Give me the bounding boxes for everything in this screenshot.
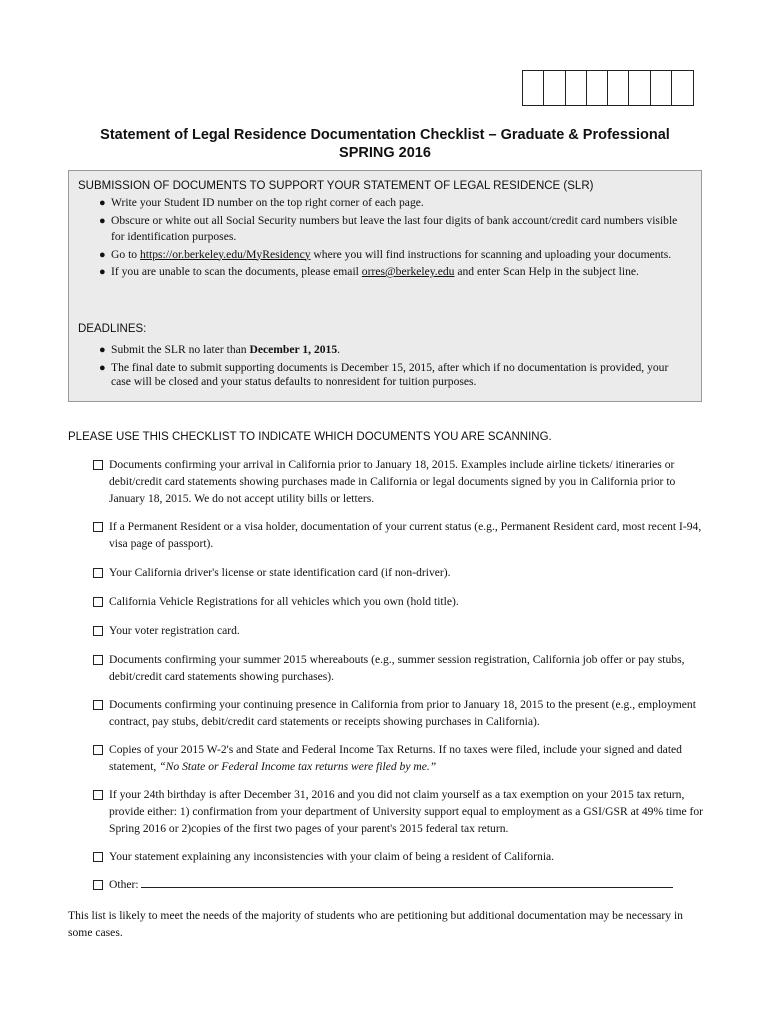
checklist-item: Your statement explaining any inconsistencies with your claim of being a resident of California. bbox=[92, 848, 712, 865]
submission-heading: SUBMISSION OF DOCUMENTS TO SUPPORT YOUR STATEMENT OF LEGAL RESIDENCE (SLR) bbox=[78, 180, 594, 192]
student-id-box[interactable] bbox=[629, 71, 650, 105]
other-input-line[interactable] bbox=[141, 877, 673, 888]
student-id-box[interactable] bbox=[672, 71, 693, 105]
checklist-item: Documents confirming your arrival in California prior to January 18, 2015. Examples include airline tickets/ itineraries or debit/credit card statements showing purchases made in California or legal documents signed by you in California prior to January 18, 2015. We do not accept utility bills or letters. bbox=[92, 456, 712, 507]
bullet-dot-icon: ● bbox=[99, 197, 106, 209]
submission-bullets bbox=[69, 195, 689, 282]
bullet-dot-icon: ● bbox=[99, 214, 106, 227]
checkbox[interactable] bbox=[93, 852, 103, 862]
page-title bbox=[0, 126, 770, 162]
checklist-item: If your 24th birthday is after December 31, 2016 and you did not claim yourself as a tax exemption on your 2015 tax return, provide either: 1) confirmation from your department of University support equal to employment as a GSI/GSR at 49% time for Spring 2016 or 2)copies of the first two pages of your parent's 2015 federal tax return. bbox=[92, 786, 712, 837]
checklist-item: Copies of your 2015 W-2's and State and Federal Income Tax Returns. If no taxes were filed, include your signed and dated statement, “No State or Federal Income tax returns were filed by me.” bbox=[92, 741, 712, 775]
footer-note: This list is likely to meet the needs of the majority of students who are petitioning but additional documentation may be necessary in some cases. bbox=[68, 909, 683, 939]
bullet-dot-icon: ● bbox=[99, 266, 106, 278]
document-checklist bbox=[92, 456, 712, 893]
student-id-box[interactable] bbox=[544, 71, 565, 105]
student-id-box[interactable] bbox=[587, 71, 608, 105]
submission-info-box bbox=[68, 170, 702, 402]
checklist-item: Your voter registration card. bbox=[92, 622, 712, 639]
checkbox[interactable] bbox=[93, 700, 103, 710]
title-line-2: SPRING 2016 bbox=[339, 145, 431, 161]
checklist-item: If a Permanent Resident or a visa holder, documentation of your current status (e.g., Permanent Resident card, most recent I-94, visa page of passport). bbox=[92, 518, 712, 552]
checkbox[interactable] bbox=[93, 626, 103, 636]
checklist-heading: PLEASE USE THIS CHECKLIST TO INDICATE WHICH DOCUMENTS YOU ARE SCANNING. bbox=[68, 431, 552, 443]
checklist-item: California Vehicle Registrations for all vehicles which you own (hold title). bbox=[92, 593, 712, 610]
student-id-box[interactable] bbox=[651, 71, 672, 105]
checkbox[interactable] bbox=[93, 568, 103, 578]
student-id-box[interactable] bbox=[608, 71, 629, 105]
deadline-bullet: ● The final date to submit supporting documents is December 15, 2015, after which if no documentation is provided, your case will be closed and your status defaults to nonresident for tuition purposes. bbox=[99, 360, 669, 388]
title-line-1: Statement of Legal Residence Documentation Checklist – Graduate & Professional bbox=[100, 127, 670, 143]
deadline-bullets bbox=[69, 342, 689, 391]
bullet-dot-icon: ● bbox=[99, 361, 106, 374]
checklist-item: Documents confirming your continuing presence in California from prior to January 18, 2015 to the present (e.g., employment contract, pay stubs, debit/credit card statements or receipts showing purchases in California). bbox=[92, 696, 712, 730]
deadline-bullet: ● Submit the SLR no later than December 1, 2015. bbox=[69, 342, 689, 359]
submission-bullet: ● Write your Student ID number on the top right corner of each page. bbox=[69, 195, 689, 212]
checkbox[interactable] bbox=[93, 655, 103, 665]
submission-bullet: ● Obscure or white out all Social Security numbers but leave the last four digits of bank account/credit card numbers visible for identification purposes. bbox=[99, 213, 678, 243]
checklist-item: Your California driver's license or state identification card (if non-driver). bbox=[92, 564, 712, 581]
student-id-box[interactable] bbox=[523, 71, 544, 105]
deadlines-heading: DEADLINES: bbox=[78, 323, 147, 335]
student-id-boxes bbox=[522, 70, 694, 106]
checkbox[interactable] bbox=[93, 745, 103, 755]
submission-bullet: ● If you are unable to scan the documents, please email orres@berkeley.edu and enter Scan Help in the subject line. bbox=[69, 264, 689, 281]
bullet-dot-icon: ● bbox=[99, 248, 106, 261]
checkbox[interactable] bbox=[93, 522, 103, 532]
myresidency-link[interactable]: https://or.berkeley.edu/MyResidency bbox=[139, 247, 311, 261]
checkbox[interactable] bbox=[93, 460, 103, 470]
checklist-item-other: Other: bbox=[92, 876, 712, 893]
email-link[interactable]: orres@berkeley.edu bbox=[361, 265, 455, 278]
checkbox[interactable] bbox=[93, 880, 103, 890]
checklist-item: Documents confirming your summer 2015 whereabouts (e.g., summer session registration, California job offer or pay stubs, debit/credit card statements showing purchases). bbox=[92, 651, 712, 685]
checkbox[interactable] bbox=[93, 790, 103, 800]
checkbox[interactable] bbox=[93, 597, 103, 607]
bullet-dot-icon: ● bbox=[99, 344, 106, 356]
submission-bullet: ● Go to https://or.berkeley.edu/MyResidency where you will find instructions for scanning and uploading your documents. bbox=[69, 247, 689, 264]
student-id-box[interactable] bbox=[566, 71, 587, 105]
